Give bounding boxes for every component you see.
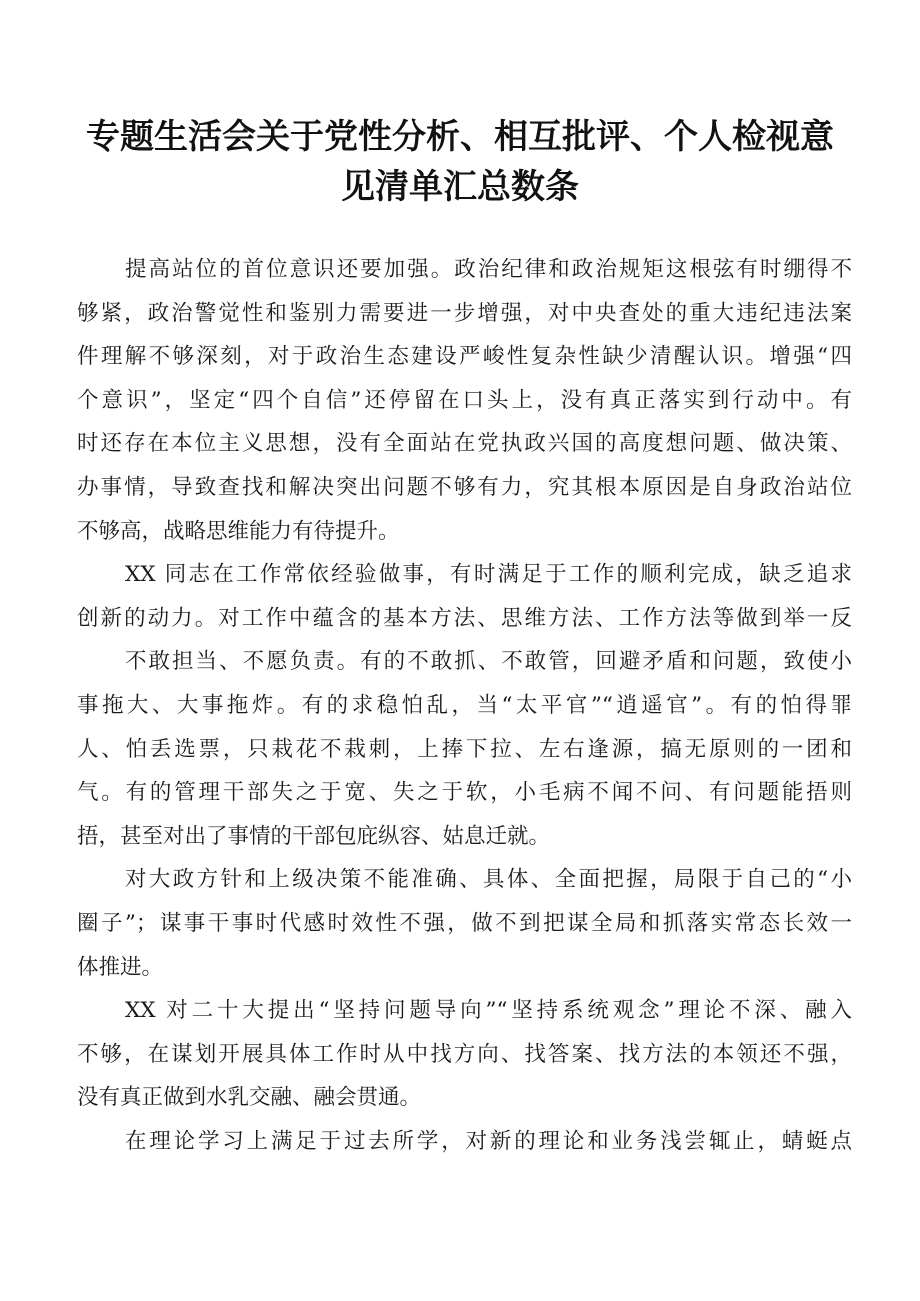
paragraph-political-stance — [77, 248, 852, 553]
text-line: XX 同志在工作常依经验做事，有时满足于工作的顺利完成，缺乏追求 — [125, 562, 852, 588]
title-line-1: 专题生活会关于党性分析、相互批评、个人检视意 — [86, 117, 834, 157]
text-line: 时还存在本位主义思想，没有全面站在党执政兴国的高度想问题、做决策、 — [77, 431, 852, 457]
paragraph-experience — [77, 553, 852, 640]
text-line: 不够，在谋划开展具体工作时从中找方向、找答案、找方法的本领还不强， — [77, 1041, 852, 1067]
text-line: 气。有的管理干部失之于宽、失之于软，小毛病不闻不问、有问题能捂则 — [77, 780, 852, 806]
paragraph-policy — [77, 858, 852, 989]
text-line: 提高站位的首位意识还要加强。政治纪律和政治规矩这根弦有时绷得不 — [125, 257, 852, 282]
text-line: 在理论学习上满足于过去所学，对新的理论和业务浅尝辄止，蜻蜓点 — [125, 1128, 852, 1154]
text-line: 不够高，战略思维能力有待提升。 — [77, 518, 400, 544]
paragraph-theory-study — [77, 1120, 852, 1164]
text-line: 人、怕丢选票，只栽花不栽刺，上捧下拉、左右逢源，搞无原则的一团和 — [77, 736, 852, 762]
document-title — [60, 112, 860, 212]
text-line: 对大政方针和上级决策不能准确、具体、全面把握，局限于自己的“小 — [125, 867, 852, 893]
document-body — [77, 248, 852, 1163]
text-line: 没有真正做到水乳交融、融会贯通。 — [77, 1085, 422, 1111]
text-line: 个意识”，坚定“四个自信”还停留在口头上，没有真正落实到行动中。有 — [77, 387, 852, 413]
text-line: 体推进。 — [77, 954, 164, 980]
text-line: 创新的动力。对工作中蕴含的基本方法、思维方法、工作方法等做到举一反 — [77, 605, 852, 631]
text-line: 办事情，导致查找和解决突出问题不够有力，究其根本原因是自身政治站位 — [77, 474, 852, 500]
text-line: 圈子”；谋事干事时代感时效性不强，做不到把谋全局和抓落实常态长效一 — [77, 910, 852, 936]
text-line: 捂，甚至对出了事情的干部包庇纵容、姑息迁就。 — [77, 823, 551, 849]
text-line: XX 对二十大提出“坚持问题导向”“坚持系统观念”理论不深、融入 — [125, 998, 852, 1024]
title-line-2: 见清单汇总数条 — [341, 167, 579, 207]
text-line: 不敢担当、不愿负责。有的不敢抓、不敢管，回避矛盾和问题，致使小 — [125, 649, 852, 675]
text-line: 件理解不够深刻，对于政治生态建设严峻性复杂性缺少清醒认识。增强“四 — [77, 344, 852, 370]
paragraph-responsibility — [77, 640, 852, 858]
paragraph-theory-application — [77, 989, 852, 1120]
text-line: 够紧，政治警觉性和鉴别力需要进一步增强，对中央查处的重大违纪违法案 — [77, 300, 852, 326]
text-line: 事拖大、大事拖炸。有的求稳怕乱，当“太平官”“逍遥官”。有的怕得罪 — [77, 692, 852, 718]
